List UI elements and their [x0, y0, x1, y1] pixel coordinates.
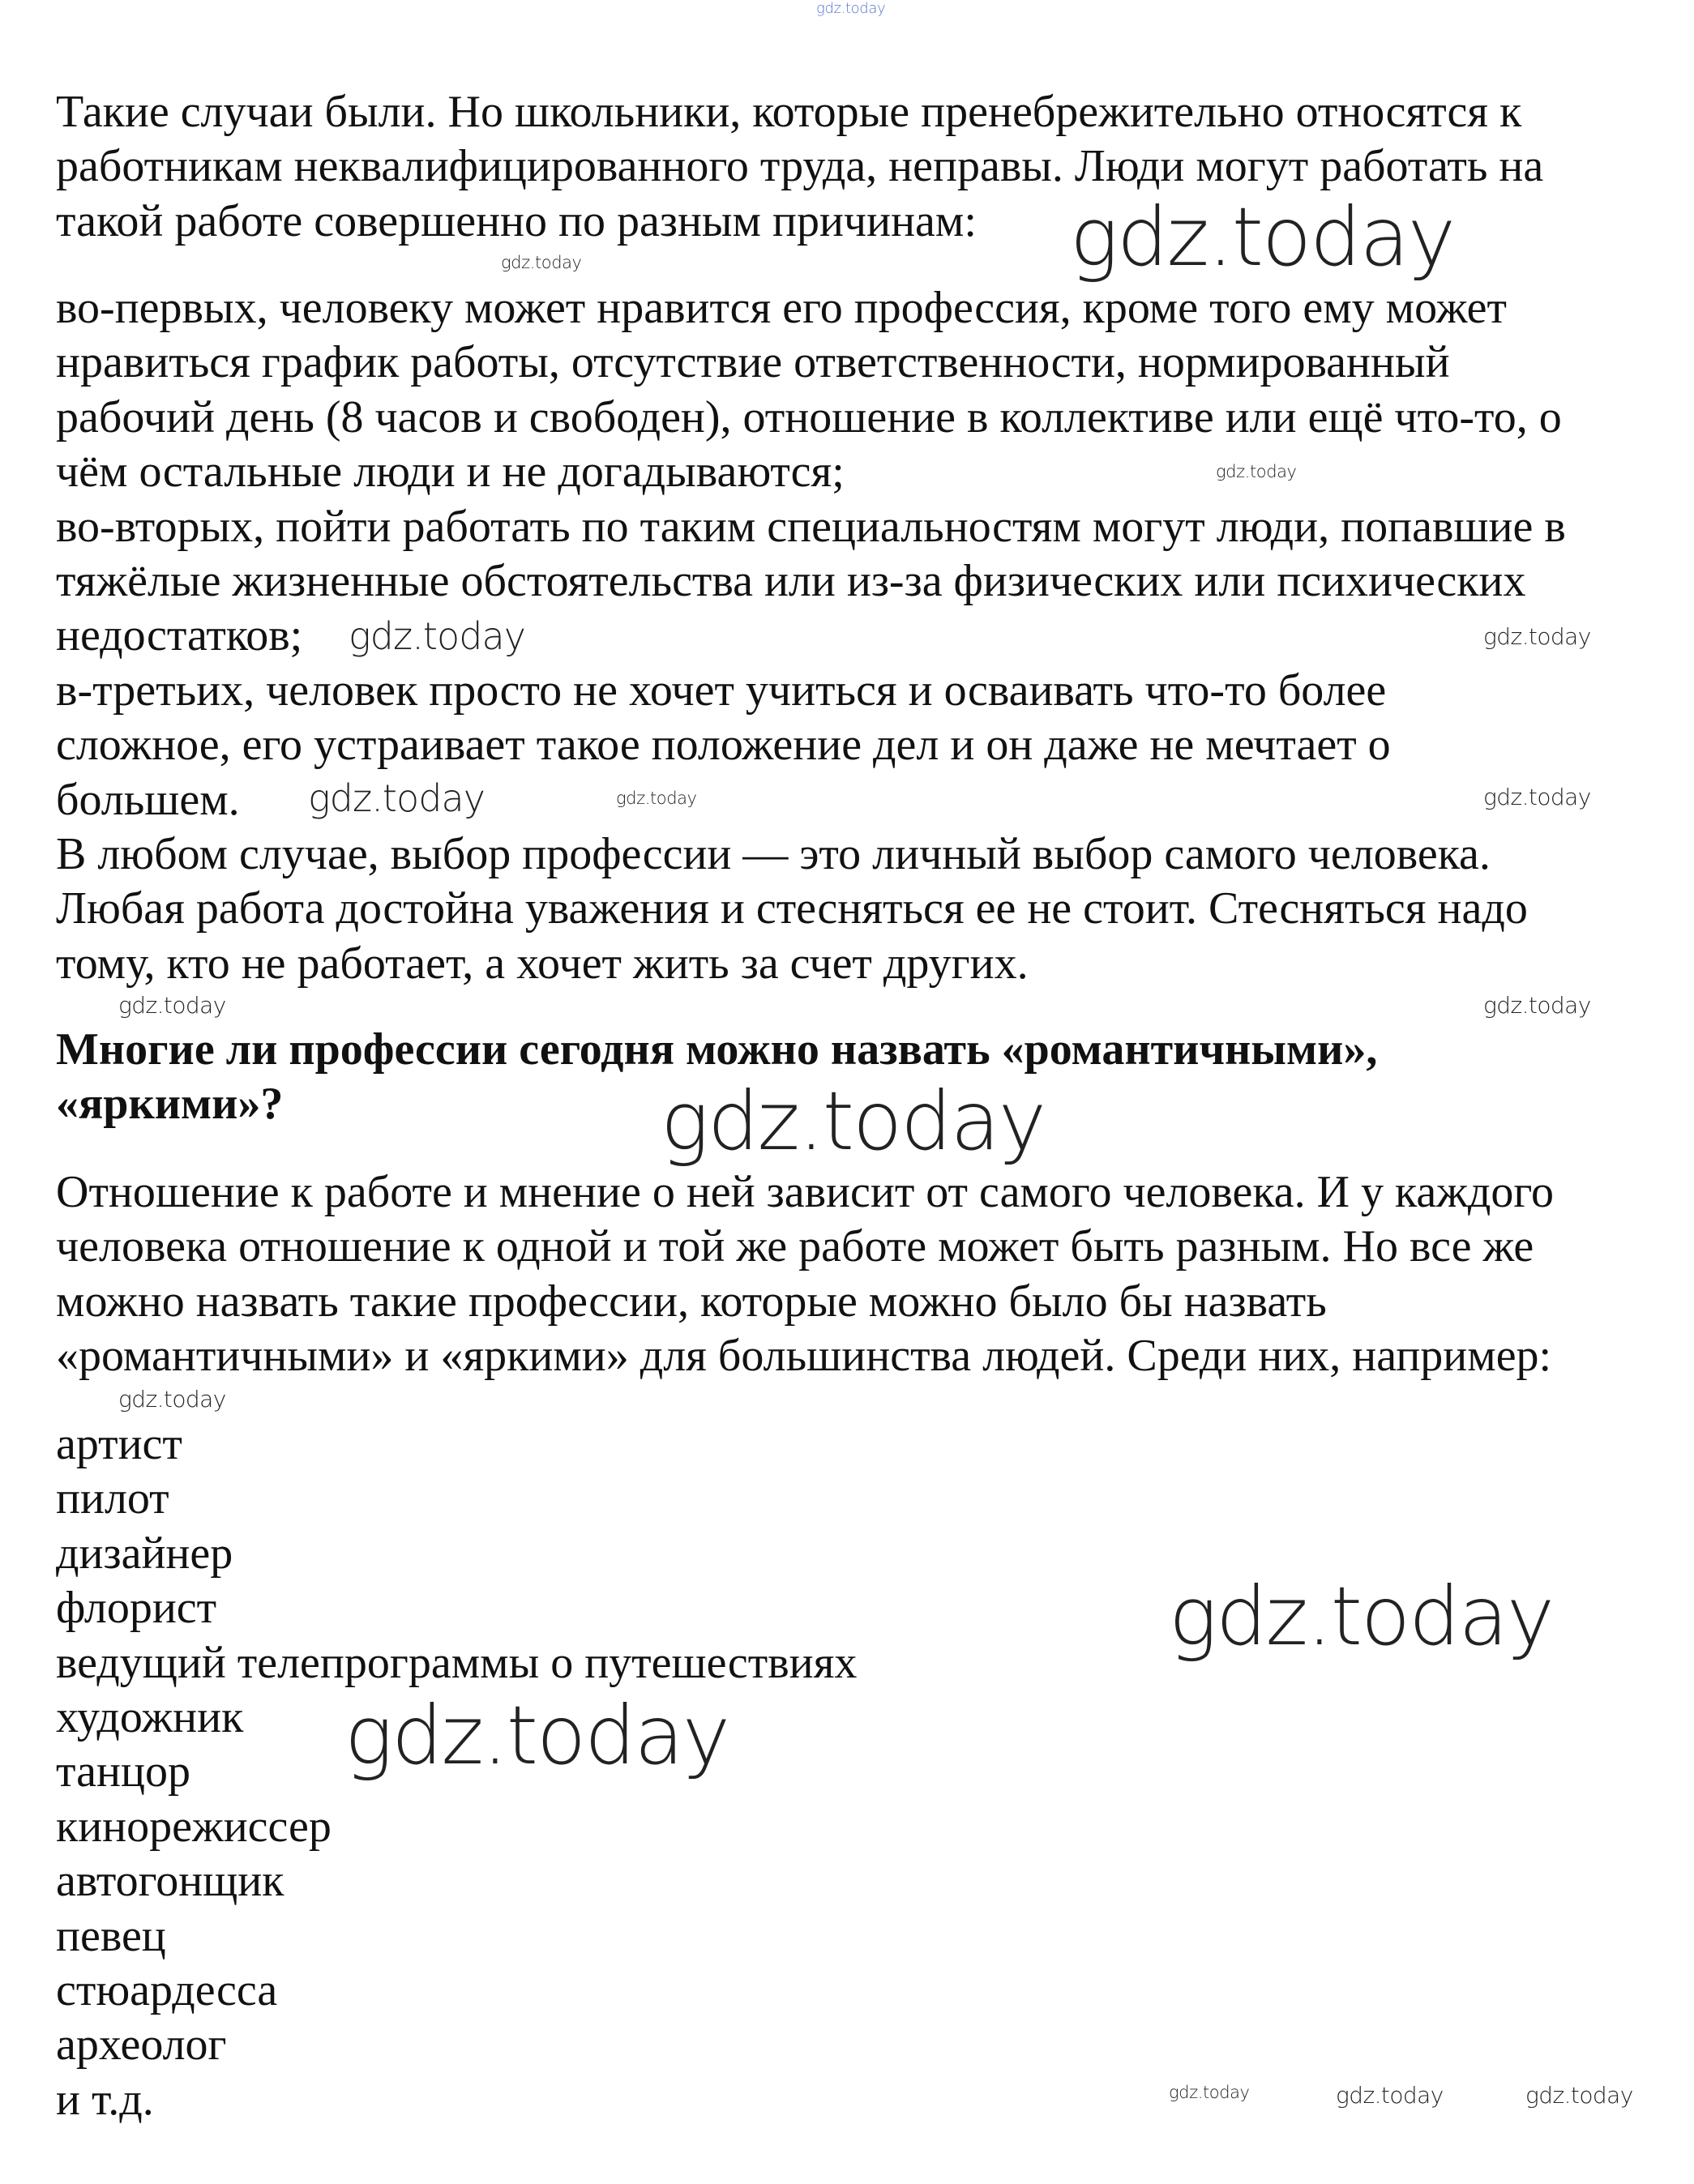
list-item: автогонщик [56, 1856, 284, 1907]
text-line: нравиться график работы, отсутствие ответственности, нормированный [56, 337, 1450, 388]
watermark: gdz.today [1483, 623, 1591, 650]
list-item: певец [56, 1910, 166, 1961]
list-item: художник [56, 1691, 244, 1742]
text-line: большем. [56, 774, 240, 825]
text-line: такой работе совершенно по разным причинам: [56, 195, 977, 246]
list-item: и т.д. [56, 2074, 154, 2125]
list-item: археолог [56, 2019, 227, 2071]
watermark: gdz.today [501, 253, 582, 272]
text-line: тому, кто не работает, а хочет жить за счет других. [56, 938, 1029, 989]
watermark: gdz.today [1483, 784, 1591, 810]
watermark: gdz.today [349, 614, 526, 658]
list-item: кинорежиссер [56, 1801, 332, 1852]
watermark: gdz.today [1525, 2082, 1633, 2109]
text-line: работникам неквалифицированного труда, неправы. Люди могут работать на [56, 141, 1544, 192]
text-line: во-первых, человеку может нравится его профессия, кроме того ему может [56, 283, 1508, 333]
text-line: В любом случае, выбор профессии — это личный выбор самого человека. [56, 828, 1491, 879]
watermark: gdz.today [1216, 462, 1297, 481]
text-line: сложное, его устраивает такое положение дел и он даже не мечтает о [56, 720, 1391, 771]
text-line: рабочий день (8 часов и свободен), отношение в коллективе или ещё что-то, о [56, 391, 1562, 442]
heading-line: Многие ли профессии сегодня можно назвать «романтичными», [56, 1024, 1378, 1075]
list-item: флорист [56, 1583, 217, 1634]
text-line: человека отношение к одной и той же работе может быть разным. Но все же [56, 1221, 1534, 1272]
watermark: gdz.today [344, 1688, 729, 1783]
text-line: Любая работа достойна уважения и стесняться ее не стоит. Стесняться надо [56, 883, 1528, 934]
list-item: ведущий телепрограммы о путешествиях [56, 1637, 858, 1688]
text-line: во-вторых, пойти работать по таким специальностям могут люди, попавшие в [56, 501, 1566, 552]
text-line: можно назвать такие профессии, которые можно было бы назвать [56, 1276, 1327, 1327]
watermark: gdz.today [1169, 1569, 1554, 1664]
watermark: gdz.today [1336, 2082, 1444, 2109]
list-item: артист [56, 1419, 182, 1469]
list-item: дизайнер [56, 1528, 233, 1579]
watermark: gdz.today [1070, 190, 1455, 284]
list-item: пилот [56, 1473, 169, 1524]
watermark: gdz.today [308, 776, 486, 820]
text-line: Отношение к работе и мнение о ней зависит от самого человека. И у каждого [56, 1167, 1554, 1217]
list-item: танцор [56, 1746, 190, 1797]
text-line: тяжёлые жизненные обстоятельства или из-за физических или психических [56, 555, 1526, 606]
heading-line: «яркими»? [56, 1079, 284, 1130]
text-line: чём остальные люди и не догадываются; [56, 447, 845, 498]
watermark: gdz.today [118, 992, 226, 1019]
text-line: «романтичными» и «яркими» для большинства людей. Среди них, например: [56, 1331, 1552, 1382]
paragraph-answer [56, 1165, 1554, 1384]
text-line: в-третьих, человек просто не хочет учиться и осваивать что-то более [56, 665, 1387, 716]
watermark: gdz.today [118, 1386, 226, 1413]
watermark: gdz.today [816, 0, 886, 17]
watermark: gdz.today [1483, 992, 1591, 1019]
watermark: gdz.today [1169, 2083, 1250, 2102]
text-line: Такие случаи были. Но школьники, которые пренебрежительно относятся к [56, 87, 1522, 137]
paragraph-reasons [56, 281, 1566, 991]
watermark: gdz.today [616, 789, 697, 808]
list-item: стюардесса [56, 1964, 278, 2015]
watermark: gdz.today [661, 1074, 1046, 1169]
text-line: недостатков; [56, 610, 303, 661]
